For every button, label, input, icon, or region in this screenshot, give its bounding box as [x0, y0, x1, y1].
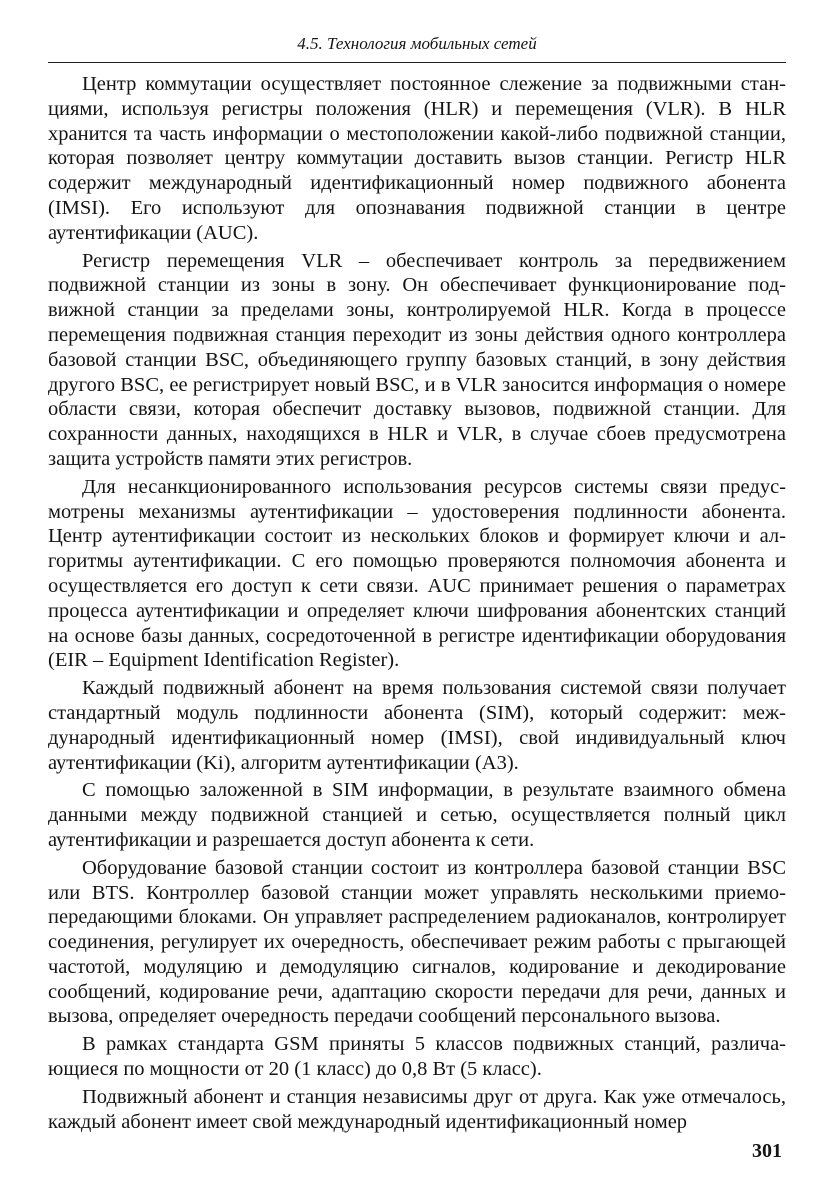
- paragraph-gsm-classes: В рамках стандарта GSM приняты 5 классов подвижных станций, различающиеся по мощности от 20 (1 класс) до 0,8 Вт (5 класс).: [48, 1033, 786, 1081]
- paragraph-sim: Каждый подвижный абонент на время пользования системой связи получает стандартный модуль подлинности абонента (SIM), который содержит: международный идентификационный номер (IMSI), свой индивидуальный ключ аутентификации (Ki), алгоритм аутентификации (A3).: [48, 677, 786, 774]
- body-text: [48, 72, 786, 1137]
- running-head: 4.5. Технология мобильных сетей: [297, 34, 537, 53]
- paragraph-vlr: Регистр перемещения VLR – обеспечивает контроль за передвижением подвижной станции из зоны в зону. Он обеспечивает функционирование подвижной станции за пределами зоны, контролируемой HLR. Когда в процессе перемещения подвижная станция переходит из зоны действия одного контроллера базовой станции BSC, объединяющего группу базовых станций, в зону действия другого BSC, ее регистрирует новый BSC, и в VLR заносится информация о номере области связи, которая обеспечит доставку вызовов, подвижной станции. Для сохранности данных, находящихся в HLR и VLR, в случае сбоев предусмотрена защита устройств памяти этих регистров.: [48, 249, 786, 470]
- paragraph-base-station: Оборудование базовой станции состоит из контроллера базовой станции BSC или BTS. Контроллер базовой станции может управлять несколькими приемопередающими блоками. Он управляет распределением радиоканалов, контролирует соединения, регулирует их очередность, обеспечивает режим работы с прыгающей частотой, модуляцию и демодуляцию сигналов, кодирование и декодирование сообщений, кодирование речи, адаптацию скорости передачи для речи, данных и вызова, определяет очередность передачи сообщений персонального вызова.: [48, 856, 786, 1028]
- header-rule: [48, 62, 786, 63]
- paragraph-authentication: Для несанкционированного использования ресурсов системы связи предусмотрены механизмы аутентификации – удостоверения подлинности абонента. Центр аутентификации состоит из нескольких блоков и формирует ключи и алгоритмы аутентификации. С его помощью проверяются полномочия абонента и осуществляется его доступ к сети связи. AUC принимает решения о параметрах процесса аутентификации и определяет ключи шифрования абонентских станций на основе базы данных, сосредоточенной в регистре идентификации оборудования (EIR – Equipment Identification Register).: [48, 475, 786, 672]
- paragraph-msc-registers: Центр коммутации осуществляет постоянное слежение за подвижными станциями, используя регистры положения (HLR) и перемещения (VLR). В HLR хранится та часть информации о местоположении какой-либо подвижной станции, которая позволяет центру коммутации доставить вызов станции. Регистр HLR содержит международный идентификационный номер подвижного абонента (IMSI). Его используют для опознавания подвижной станции в центре аутентификации (AUC).: [48, 73, 786, 244]
- paragraph-sim-auth-cycle: С помощью заложенной в SIM информации, в результате взаимного обмена данными между подвижной станцией и сетью, осуществляется полный цикл аутентификации и разрешается доступ абонента к сети.: [48, 779, 786, 851]
- paragraph-subscriber-station: Подвижный абонент и станция независимы друг от друга. Как уже отмечалось, каждый абонент имеет свой международный идентификационный номер: [48, 1085, 786, 1133]
- page-number: 301: [752, 1140, 782, 1162]
